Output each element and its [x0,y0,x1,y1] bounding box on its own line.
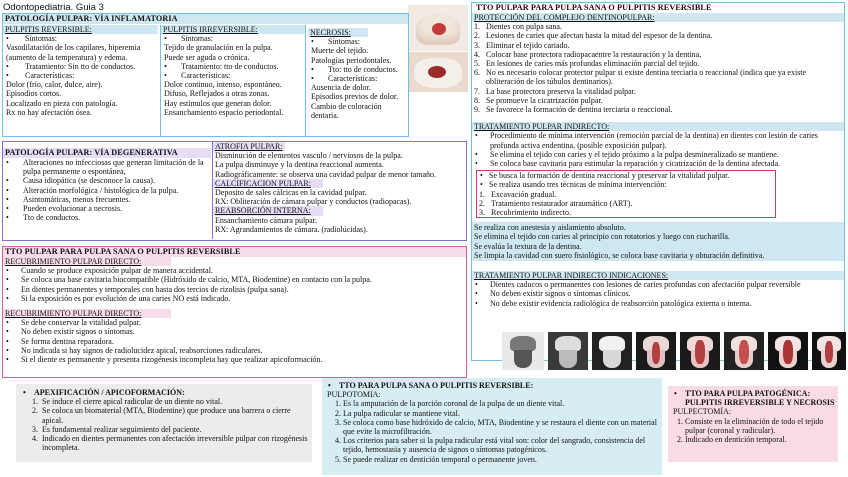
list-item: 1. Dientes con pulpa sana. [474,22,562,32]
radiograph-image [768,332,808,370]
list-item: 2. Lesiones de caries que afectan hasta la mitad del espesor de la dentina. [474,31,713,41]
list-item [161,71,305,80]
item-text: Se coloca como base hidróxido de calcio, MTA, Biodentine y se restaura el diente con un material que evite la microfiltración. [343,417,657,437]
list-item: 2. Indicado en dentición temporal. [677,435,787,445]
list-item: 3. Recubrimiento indirecto. [479,208,571,218]
atrofia-line: La pulpa disminuye y la dentina reaccional aumenta. [215,160,384,170]
item-text: Causa idiopática (se desconoce la causa). [23,176,155,186]
item-text: Es fundamental realizar seguimiento del paciente. [42,424,202,434]
degenerative-left [3,148,211,222]
item-text: Si el diente es permanente y presenta rizogénesis incompleta hay que realizar apicoformación. [21,355,323,365]
inflammatory-title: PATOLOGÍA PULPAR: VÍA INFLAMATORIA [3,14,408,24]
tooth-photo-restoration [408,52,468,92]
list-item: 1. Es la amputación de la porción coronal de la pulpa de un diente vital. [335,399,565,409]
pulpitis-reversible-column [3,25,158,117]
item-text: Excavación gradual. [491,189,557,199]
item-text: No deben existir signos o síntomas clínicos. [490,289,631,299]
list-item [308,92,408,101]
item-text: Características: [181,71,231,81]
item-text: Dolor (frío, calor, dulce, aire). [6,80,103,90]
item-text: Muerte del tejido. [311,46,369,56]
list-item [3,318,466,327]
procedure-line: Se elimina el tejido con caries al principio con rotatorios y luego con cucharilla. [474,232,730,242]
list-item: 2. La pulpa radicular se mantiene vital. [335,408,460,418]
list-item [472,159,844,168]
list-item [3,34,158,43]
list-item [161,89,305,98]
item-text: Colocar base protectora radiopacaentre la restauración y la dentina, [486,49,702,59]
list-item: 5. En lesiones de caries más profundas eliminación parcial del tejido. [474,59,700,69]
list-item [308,83,408,92]
item-text: Lesiones de caries que afectan hasta la mitad del espesor de la dentina. [486,31,713,41]
inflammatory-section [2,13,409,137]
list-item [161,34,305,43]
item-text: TTO PARA PULPA PATOGÉNICA: PULPITIS IRREVERSIBLE Y NECROSIS [685,389,835,408]
item-text: Cambio de coloración dentaria. [311,101,382,120]
list-item [3,43,158,61]
item-text: Alteración morfológica / histológica de la pulpa. [23,185,179,195]
reabsorcion-line: RX: Agrandamientos de cámara. (radiolúcidas). [215,224,368,234]
list-item: 1. Se induce el cierre apical radicular de un diente no vital. [32,397,223,407]
item-text: Episodios cortos. [6,89,62,99]
list-item [308,74,408,83]
item-text: Dolor continuo, intenso, espontáneo. [164,80,282,90]
list-item: 1. Consiste en la eliminación de todo el tejido pulpar (coronal y radicular). [677,416,824,435]
tooth-photo-caries [408,5,468,51]
degenerative-section [2,141,467,241]
list-item: 3. Se coloca como base hidróxido de calcio, MTA, Biodentine y se restaura el diente con un material que evite la microfiltración. [335,417,657,437]
item-text: Tratamiento restaurador atraumático (ART). [491,198,633,208]
item-text: Se induce el cierre apical radicular de un diente no vital. [42,397,223,407]
indicaciones-title: TRATAMIENTO PULPAR INDIRECTO INDICACIONES: [472,271,844,280]
pulpitis-irreversible-title: PULPITIS IRREVERSIBLE: [161,25,305,34]
list-item [308,37,408,46]
radiograph-strip [502,329,846,373]
list-item [3,71,158,80]
list-item [3,186,211,195]
pulpotomia-box [322,378,662,475]
recubrimiento-indirecto-title: RECUBRIMIENTO PULPAR DIRECTO: [3,257,171,266]
list-item [472,289,844,298]
list-item [3,176,211,185]
list-item: 9. Se favorece la formación de dentina terciaria o reaccional. [474,105,673,115]
list-item [472,299,844,308]
degenerative-right [212,142,466,239]
item-text: Se forma dentina reparadora. [21,336,114,346]
item-text: Se favorece la formación de dentina terciaria o reaccional. [486,105,673,115]
techniques-box [476,170,776,218]
document-title: Odontopediatria. Guia 3 [3,2,104,13]
item-text: Procedimiento de mínima intervención (remoción parcial de la dentina) en dientes con lesión de caries profunda activa endentina, (posible exposición pulpar). [490,131,818,150]
proteccion-title: PROTECCIÓN DEL COMPLEJO DENTINOPULPAR: [472,13,844,22]
item-text: No indicada si hay signos de radiolucidez apical, reabsorciones radiculares. [21,345,263,355]
item-text: No es necesario colocar protector pulpar si existe dentina terciaria o reaccional (indica que ya existe obliteración de los túbulos dentinarios). [486,68,807,87]
item-text: Se coloca un biomaterial (MTA, Biodentine) que produce una barrera o cierre apical. [42,406,291,425]
item-text: TTO PARA PULPA SANA O PULPITIS REVERSIBLE: [339,381,534,390]
pulpitis-reversible-title: PULPITIS REVERSIBLE: [3,25,158,34]
recubrimiento-directo-title: RECUBRIMIENTO PULPAR DIRECTO: [3,309,171,318]
list-item [3,346,466,355]
item-text: Ensanchamiento espacio periodontal. [164,107,284,117]
item-text: Se busca la formación de dentina reaccional y preservar la vitalidad pulpar. [489,171,730,181]
list-item [3,355,466,364]
list-item [3,294,466,303]
list-item [472,280,844,289]
degenerative-title: PATOLOGÍA PULPAR: VÍA DEGENERATIVA [3,148,211,158]
list-item: 6. No es necesario colocar protector pulpar si existe dentina terciaria o reaccional (indica que ya existe obliteración de los túbulos dentinarios). [474,68,807,87]
tto-right-title: TTO PULPAR PARA PULPA SANA O PULPITIS REVERSIBLE [476,3,712,12]
list-item [3,285,466,294]
item-text: La pulpa radicular se mantiene vital. [343,408,460,418]
list-item [3,158,211,176]
atrofia-title: ATROFIA PULPAR: [213,142,285,151]
item-text: Eliminar el tejido cariado. [486,40,570,50]
tto-left-title: TTO PULPAR PARA PULPA SANA O PULPITIS REVERSIBLE [3,247,466,257]
list-item [161,80,305,89]
item-text: Es la amputación de la porción coronal de la pulpa de un diente vital. [343,399,565,409]
item-text: Indicado en dentición temporal. [685,435,787,445]
item-text: La base protectora preserva la vitalidad pulpar. [486,86,636,96]
item-text: Ausencia de dolor. [311,83,371,93]
item-text: Se puede realizar en dentición temporal o permanente joven. [343,454,537,464]
list-item: 4. Los criterios para saber si la pulpa radicular está vital son: color del sangrado, consistencia del tejido, hemostasia y ausencia de signos o síntomas patogénicos. [335,436,646,455]
list-item [308,102,408,120]
item-text: Tratamiento: tto de conductos. [181,61,279,71]
item-text: Tejido de granulación en la pulpa. [164,43,273,53]
item-text: Patologías periodontales. [311,55,392,65]
radiograph-image [812,332,846,370]
calcificacion-line: RX: Obliteración de cámara pulpar y conductos (radiopacas). [215,197,412,207]
list-item [3,99,158,108]
reabsorcion-title: REABSORCIÓN INTERNA: [213,206,323,215]
item-text: Hay estímulos que generan dolor. [164,98,272,108]
list-item [472,150,844,159]
item-text: Pueden evolucionar a necrosis. [23,204,123,214]
list-item [161,108,305,117]
item-text: Tto de conductos. [23,213,81,223]
list-item [477,171,775,180]
necrosis-title: NECROSIS: [308,28,368,37]
item-text: Características: [25,71,75,81]
item-text: Vasodilatación de los capilares, hiperemia (aumento de la temperatura) y edema. [6,43,141,62]
apexificacion-box [16,384,312,462]
list-item [161,43,305,52]
procedure-line: Se evalúa la textura de la dentina. [474,241,582,251]
list-item [3,337,466,346]
tto-left-section [2,246,467,378]
procedure-line: Se limpia la cavidad con suero fisiológico, se coloca base cavitaria y obturación definitiva. [474,250,765,260]
item-text: Dientes caducos o permanentes con lesiones de caries profundas con afectación pulpar reversible [490,280,801,290]
list-item [3,62,158,71]
item-text: Alteraciones no infecciosas que generan limitación de la pulpa permanente o espontánea, [23,158,204,177]
item-text: Episodios previos de dolor. [311,92,399,102]
atrofia-line: Disminución de elementos vasculo / nerviosos de la pulpa. [215,151,403,161]
item-text: Consiste en la eliminación de todo el tejido pulpar (coronal y radicular). [685,416,824,435]
item-text: Rx no hay afectación ósea. [6,107,92,117]
item-text: Recubrimiento indirecto. [491,208,571,218]
list-item: 7. La base protectora preserva la vitalidad pulpar. [474,86,636,96]
item-text: Si la exposición es por evolución de una caries NO está indicado. [21,293,231,303]
list-item [3,266,466,275]
item-text: Asintomáticas, menos frecuentes. [23,194,131,204]
procedure-line: Se realiza con anestesia y aislamiento absoluto. [474,223,626,233]
item-text: Indicado en dientes permanentes con afectación irreversible pulpar con rizogénesis incompleta. [42,434,308,453]
calcificacion-line: Deposito de sales cálcicas en la cavidad pulpar. [215,188,367,198]
item-text: Puede ser aguda o crónica. [164,52,250,62]
item-text: Se coloca base cavitaria para estimular la reparación y cicatrización de la dentina afectada. [490,159,781,169]
procedure-box [472,222,844,261]
list-item: 2. Tratamiento restaurador atraumático (ART). [479,198,633,208]
list-item [161,53,305,62]
item-text: Difuso, Reflejados a otras zonas. [164,89,270,99]
item-text: No deben existir signos o síntomas. [21,327,135,337]
item-text: Síntomas: [328,37,361,47]
item-text: Tto: tto de conductos. [328,64,398,74]
pulpectomia-section-title [671,389,835,407]
item-text: Los criterios para saber si la pulpa radicular está vital son: color del sangrado, consistencia del tejido, hemostasia y ausencia de signos o síntomas patogénicos. [343,436,646,455]
list-item [3,108,158,117]
pulpectomia-subtitle: PULPECTOMÍA: [673,407,732,417]
necrosis-column [308,28,408,120]
list-item: 4. Colocar base protectora radiopacaentre la restauración y la dentina, [474,49,702,59]
radiograph-image [502,332,544,370]
list-item [308,56,408,65]
item-text: Se elimina el tejido con caries y el tejido próximo a la pulpa desmineralizado se mantiene. [490,149,779,159]
item-text: Se coloca una base cavitaria biocompatible (Hidróxido de calcio, MTA, Biodentine) en contacto con la pulpa. [21,275,372,285]
item-text: APEXIFICACIÓN / APICOFORMACIÓN: [34,388,185,397]
radiograph-image [724,332,764,370]
radiograph-image [548,332,588,370]
item-text: Localizado en pieza con patología. [6,98,118,108]
list-item [3,327,466,336]
item-text: Dientes con pulpa sana. [486,22,562,32]
item-text: Síntomas: [181,34,214,44]
radiograph-image [680,332,720,370]
tto-right-section [471,2,845,361]
list-item: 2. Se coloca un biomaterial (MTA, Biodentine) que produce una barrera o cierre apical. [32,406,291,425]
list-item [161,62,305,71]
list-item [3,89,158,98]
radiograph-image [636,332,676,370]
radiograph-image [592,332,632,370]
item-text: En dientes permanentes y temporales con hasta dos tercios de rizolisis (pulpa sana). [21,284,289,294]
item-text: Características: [328,74,378,84]
reabsorcion-line: Ensanchamiento cámara pulpar. [215,215,317,225]
atrofia-line: Radiográficamente: se observa una cavidad pulpar de menor tamaño. [215,169,437,179]
list-item [308,65,408,74]
list-item: 1. Excavación gradual. [479,189,557,199]
list-item: 3. Eliminar el tejido cariado. [474,40,570,50]
list-item: 3. Es fundamental realizar seguimiento del paciente. [32,424,202,434]
item-text: Se promueve la cicatrización pulpar. [486,95,603,105]
item-text: Cuando se produce exposición pulpar de manera accidental. [21,266,213,276]
list-item: 8. Se promueve la cicatrización pulpar. [474,95,603,105]
list-item: 4. Indicado en dientes permanentes con afectación irreversible pulpar con rizogénesis incompleta. [32,434,308,453]
item-text: Tratamiento: Sin tto de conductos. [25,61,136,71]
list-item [3,275,466,284]
item-text: Se realiza usando tres técnicas de mínima intervención: [489,180,667,190]
list-item [477,180,775,189]
item-text: Se debe conservar la vitalidad pulpar. [21,318,141,328]
list-item [3,204,211,213]
pulpectomia-box [668,386,838,462]
list-item [472,131,844,149]
list-item [3,213,211,222]
list-item: 5. Se puede realizar en dentición temporal o permanente joven. [335,454,537,464]
list-item [308,46,408,55]
list-item [3,195,211,204]
calcificacion-title: CALCIFICACION PULPAR: [213,179,323,188]
list-item [161,99,305,108]
item-text: En lesiones de caries más profundas eliminación parcial del tejido. [486,59,700,69]
tratamiento-indirecto-title: TRATAMIENTO PULPAR INDIRECTO: [472,122,844,131]
item-text: No debe existir evidencia radiológica de reabsorción patológica externa o interna. [490,298,752,308]
list-item [3,80,158,89]
pulpotomia-section-title [325,381,659,390]
apexificacion-title [20,388,308,397]
item-text: Síntomas: [25,34,58,44]
pulpitis-irreversible-column [160,25,306,136]
pulpotomia-subtitle: PULPOTOMIA: [327,390,381,400]
